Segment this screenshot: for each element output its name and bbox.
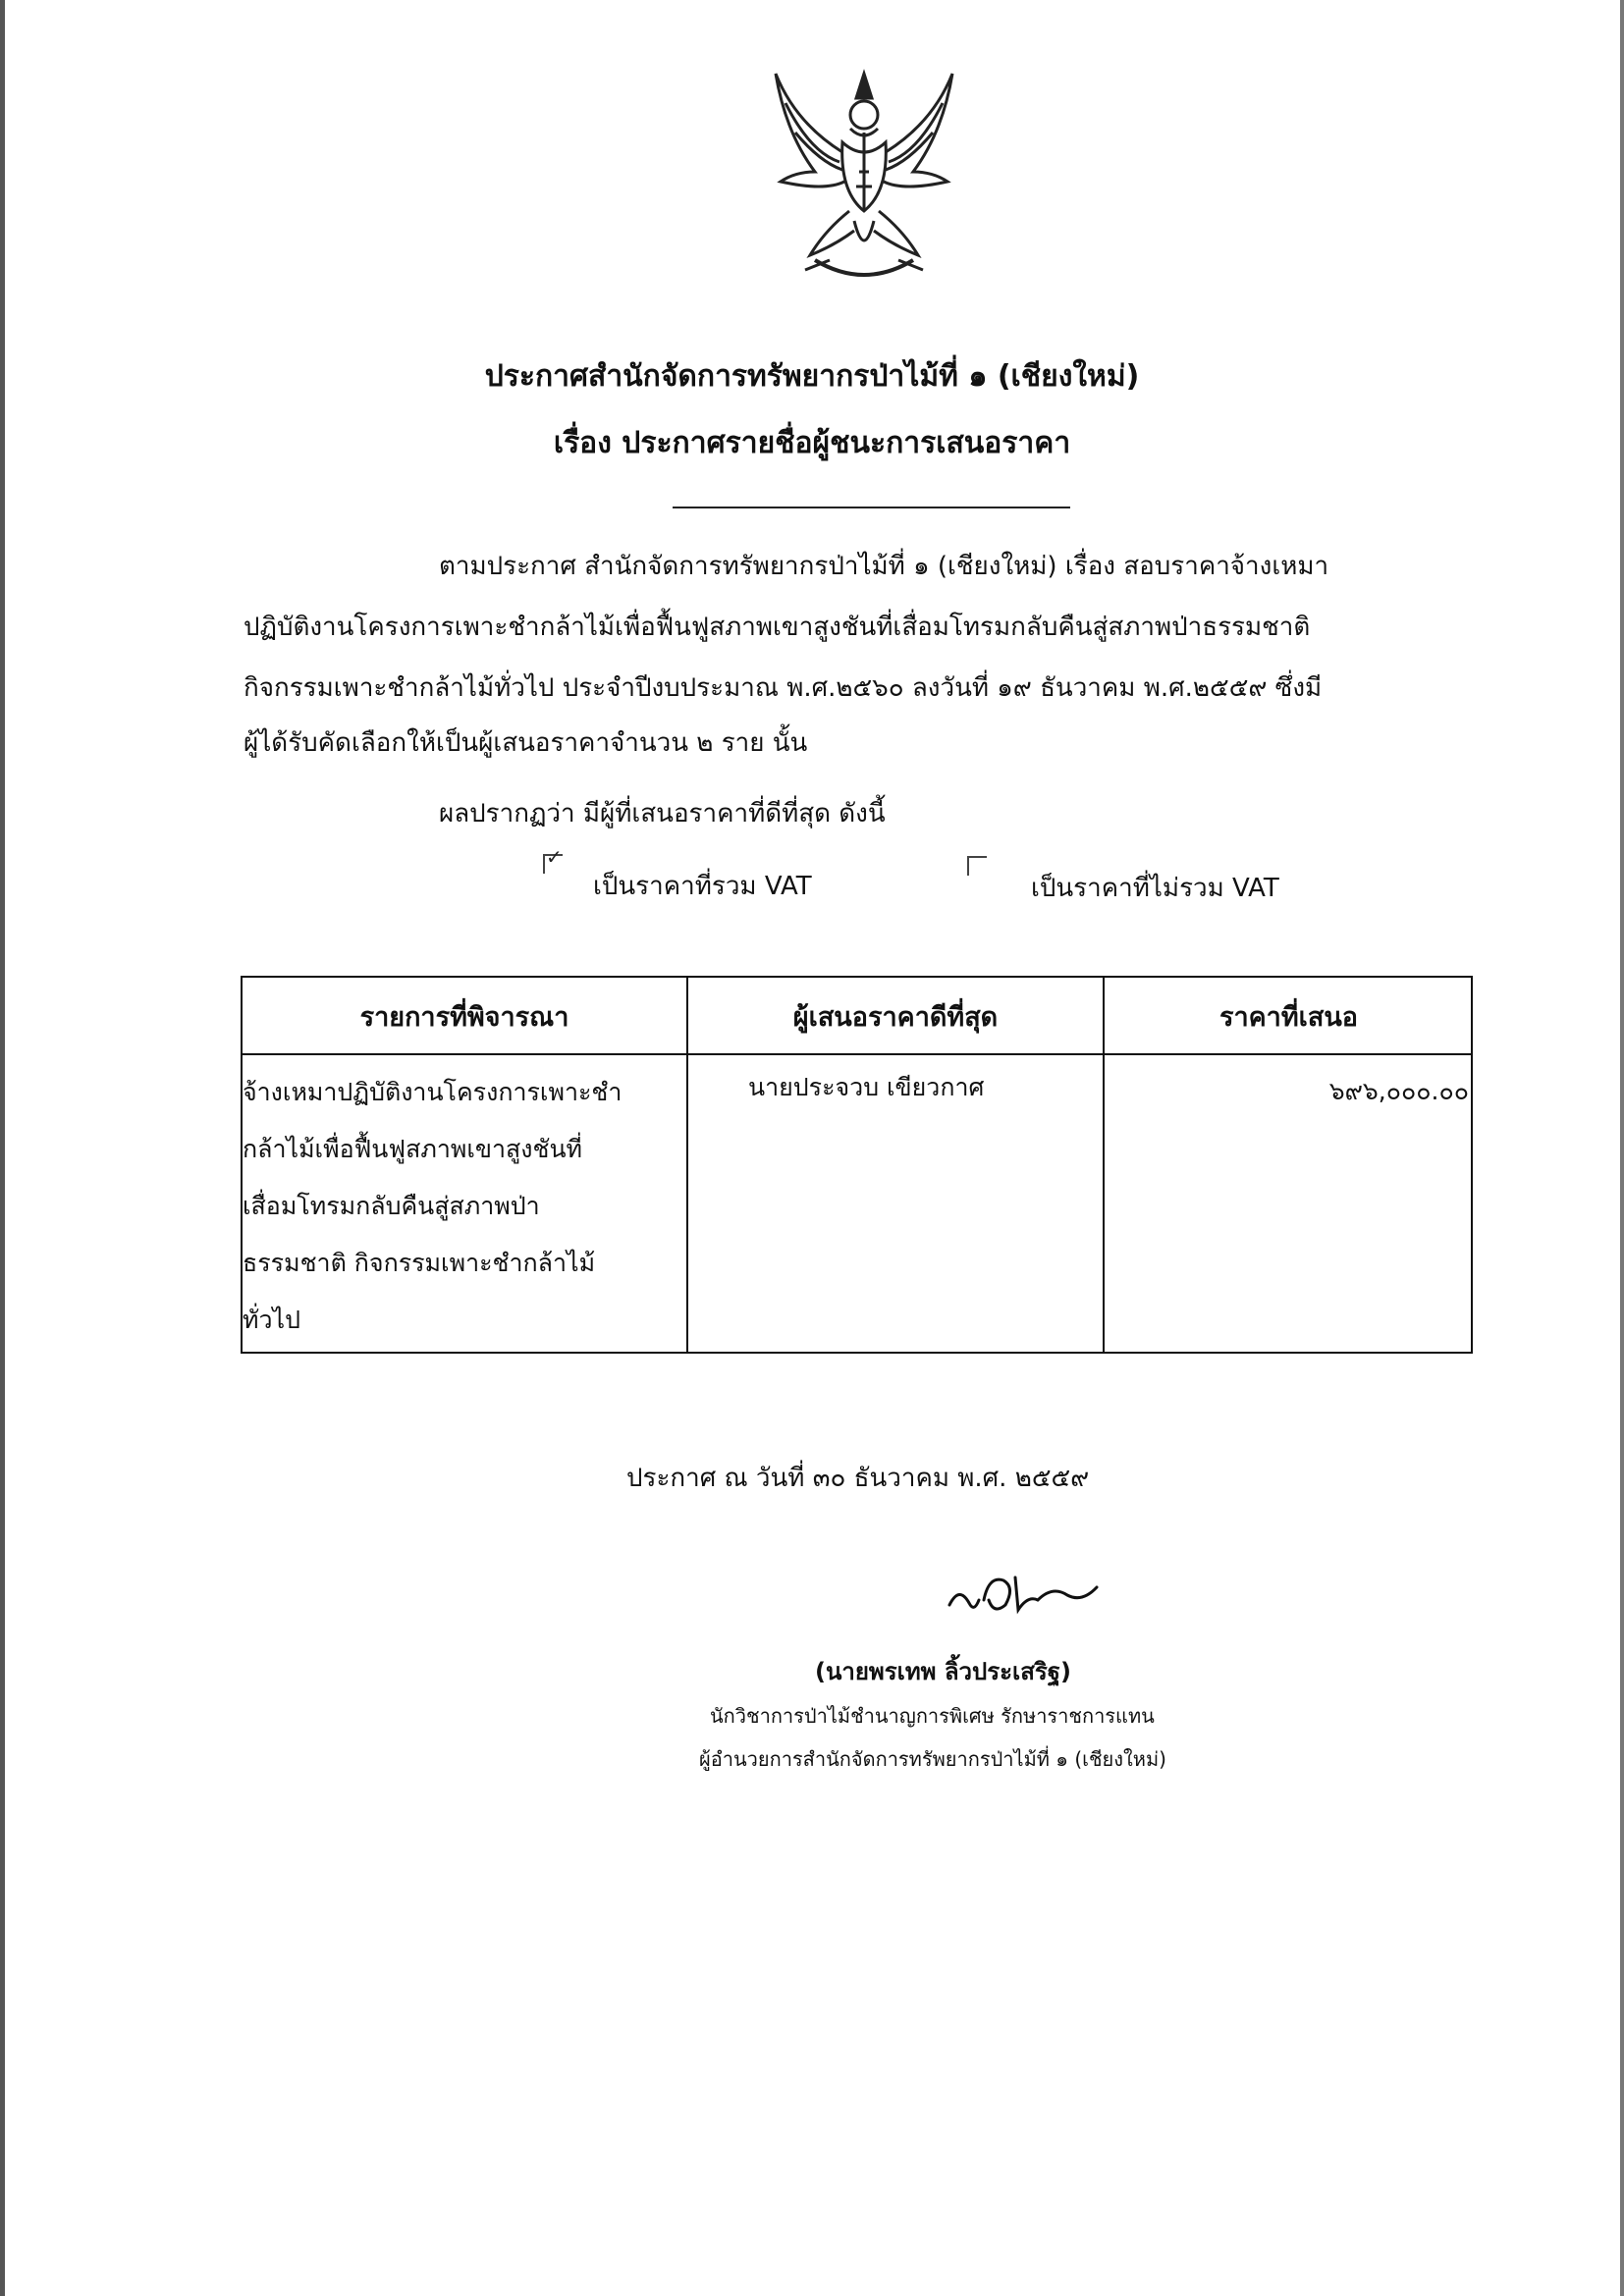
announcement-date: ประกาศ ณ วันที่ ๓๐ ธันวาคม พ.ศ. ๒๕๕๙ [626, 1464, 1090, 1493]
document-subject: เรื่อง ประกาศรายชื่อผู้ชนะการเสนอราคา [553, 426, 1071, 460]
signer-name: (นายพรเทพ ลิ้วประเสริฐ) [815, 1658, 1071, 1685]
winner-table [241, 976, 1473, 1354]
checkmark-icon: ✓ [546, 845, 563, 869]
table-header-item: รายการที่พิจารณา [359, 1002, 569, 1033]
item-line: ทั่วไป [243, 1306, 300, 1334]
title-underline [673, 507, 1070, 508]
signer-position: นักวิชาการป่าไม้ชำนาญการพิเศษ รักษาราชการแทน [710, 1704, 1155, 1728]
handwritten-signature [945, 1566, 1102, 1625]
scan-edge-right [1620, 0, 1624, 2296]
vat-included-label: เป็นราคาที่รวม VAT [593, 872, 812, 901]
table-cell-item [243, 1064, 684, 1349]
table-header-price: ราคาที่เสนอ [1218, 1002, 1359, 1033]
item-line: เสื่อมโทรมกลับคืนสู่สภาพป่า [243, 1192, 540, 1220]
document-title: ประกาศสำนักจัดการทรัพยากรป่าไม้ที่ ๑ (เชียงใหม่) [484, 359, 1140, 394]
table-header-divider [243, 1053, 1471, 1055]
item-line: ธรรมชาติ กิจกรรมเพาะชำกล้าไม้ [243, 1249, 596, 1277]
item-line: จ้างเหมาปฏิบัติงานโครงการเพาะชำ [243, 1078, 623, 1106]
scan-edge-left [0, 0, 5, 2296]
vat-included-checkbox [543, 845, 563, 874]
signer-office: ผู้อำนวยการสำนักจัดการทรัพยากรป่าไม้ที่ ๑ (เชียงใหม่) [699, 1747, 1166, 1771]
body-paragraph-line: ปฏิบัติงานโครงการเพาะชำกล้าไม้เพื่อฟื้นฟูสภาพเขาสูงชันที่เสื่อมโทรมกลับคืนสู่สภาพป่าธรรมชาติ [244, 613, 1311, 642]
item-line: กล้าไม้เพื่อฟื้นฟูสภาพเขาสูงชันที่ [243, 1135, 583, 1163]
body-paragraph-line: กิจกรรมเพาะชำกล้าไม้ทั่วไป ประจำปีงบประมาณ พ.ศ.๒๕๖๐ ลงวันที่ ๑๙ ธันวาคม พ.ศ.๒๕๕๙ ซึ่งมี [244, 673, 1323, 703]
table-header-bidder: ผู้เสนอราคาดีที่สุด [792, 1002, 999, 1033]
garuda-emblem-icon [756, 64, 972, 299]
table-cell-price: ๖๙๖,๐๐๐.๐๐ [1328, 1077, 1469, 1105]
body-paragraph-line: ผู้ได้รับคัดเลือกให้เป็นผู้เสนอราคาจำนวน ๒ ราย นั้น [244, 728, 808, 758]
vat-excluded-checkbox [967, 856, 987, 876]
result-statement: ผลปรากฏว่า มีผู้ที่เสนอราคาที่ดีที่สุด ดังนี้ [439, 799, 886, 828]
vat-excluded-label: เป็นราคาที่ไม่รวม VAT [1031, 874, 1279, 903]
body-paragraph-line: ตามประกาศ สำนักจัดการทรัพยากรป่าไม้ที่ ๑ (เชียงใหม่) เรื่อง สอบราคาจ้างเหมา [439, 552, 1329, 581]
table-cell-winner: นายประจวบ เขียวกาศ [748, 1073, 985, 1101]
